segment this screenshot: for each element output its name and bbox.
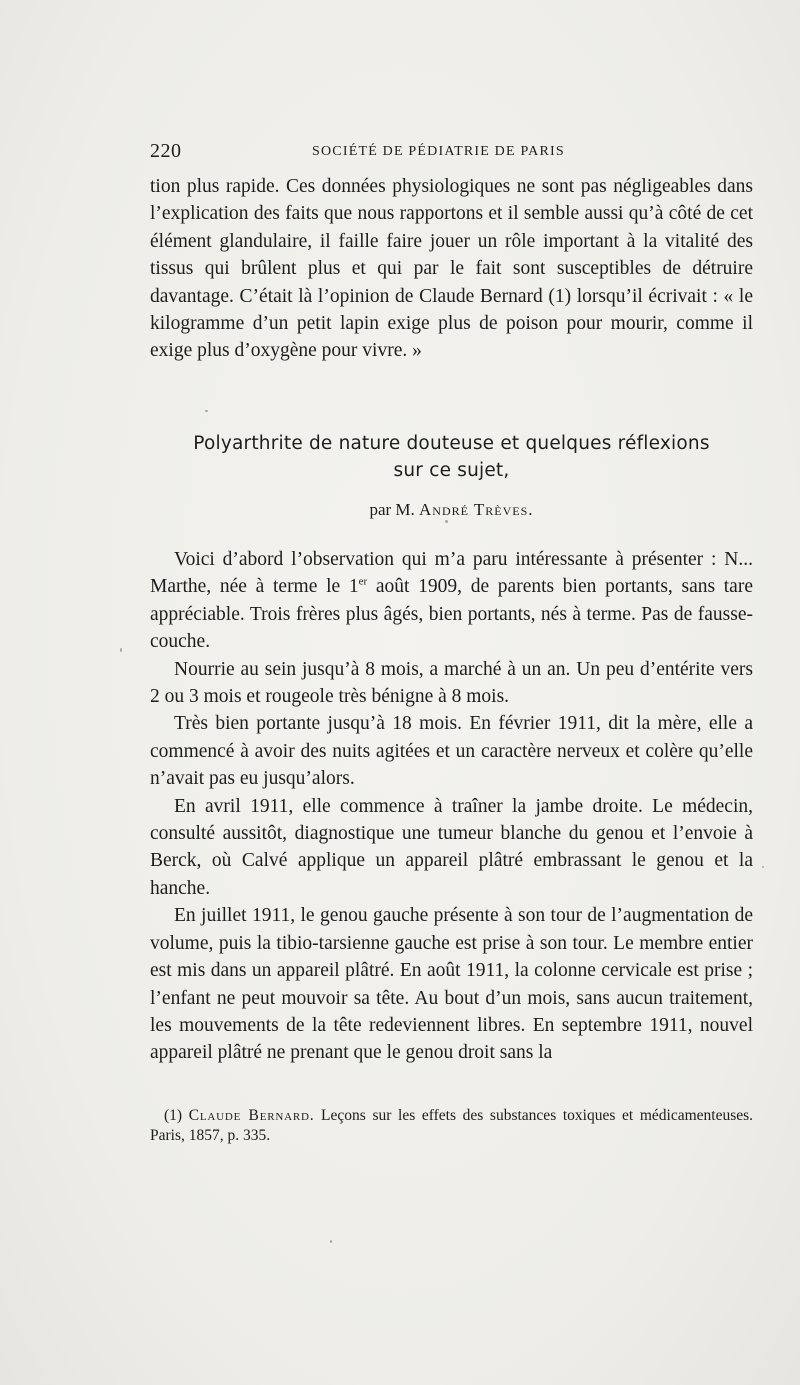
paper-speck [445, 520, 448, 523]
byline-prefix: par M. [369, 500, 415, 519]
running-head: SOCIÉTÉ DE PÉDIATRIE DE PARIS [312, 144, 565, 159]
page-number: 220 [150, 140, 182, 162]
byline-author: André Trèves. [419, 500, 534, 519]
footnote-author: Claude Bernard. [188, 1107, 315, 1124]
paper-speck [205, 410, 208, 412]
article-title-line-2: sur ce sujet, [393, 460, 510, 481]
paper-speck [120, 648, 122, 652]
observation-paragraph-3: Très bien portante jusqu’à 18 mois. En février 1911, dit la mère, elle a commencé à avoir des nuits agitées et un caractère nerveux et colère qu’elle n’avait pas eu jusqu’alors. [150, 713, 753, 790]
paragraph-1-text-b: août 1909, de parents bien portants, sans tare appréciable. Trois frères plus âgés, bien portants, nés à terme. Pas de fausse-couche. [150, 576, 753, 653]
ordinal-superscript: er [358, 575, 368, 588]
footnote-marker: (1) [164, 1107, 183, 1124]
page-header [150, 140, 750, 164]
article-title [150, 430, 753, 484]
article-title-line-1: Polyarthrite de nature douteuse et quelques réflexions [193, 433, 710, 454]
observation-paragraph-5: En juillet 1911, le genou gauche présente à son tour de l’augmentation de volume, puis la tibio-tarsienne gauche est prise à son tour. Le membre entier est mis dans un appareil plâtré. En août 1911, la colonne cervicale est prise ; l’enfant ne peut mouvoir sa tête. Au bout d’un mois, sans aucun traitement, les mouvements de la tête redeviennent libres. En septembre 1911, nouvel appareil plâtré ne prenant que le genou droit sans la [150, 905, 753, 1064]
footnote [150, 1106, 753, 1146]
paper-speck [330, 1240, 332, 1243]
observation-paragraph-4: En avril 1911, elle commence à traîner la jambe droite. Le médecin, consulté aussitôt, diagnostique une tumeur blanche du genou et l’envoie à Berck, où Calvé applique un appareil plâtré embrassant le genou et la hanche. [150, 795, 753, 899]
footnote-text [150, 1106, 753, 1146]
intro-paragraph [150, 173, 753, 365]
observation-body [150, 546, 753, 1067]
footnote-body: Leçons sur les effets des substances toxiques et médicamenteuses. Paris, 1857, p. 335. [150, 1107, 754, 1144]
observation-paragraph-2: Nourrie au sein jusqu’à 8 mois, a marché à un an. Un peu d’entérite vers 2 ou 3 mois et rougeole très bénigne à 8 mois. [150, 658, 753, 708]
intro-paragraph-text: tion plus rapide. Ces données physiologiques ne sont pas négligeables dans l’explication des faits que nous rapportons et il semble aussi qu’à côté de cet élément glandulaire, il faille faire jouer un rôle important à la vitalité des tissus qui brûlent plus et qui par le fait sont susceptibles de détruire davantage. C’était là l’opinion de Claude Bernard (1) lorsqu’il écrivait : « le kilogramme d’un petit lapin exige plus de poison pour mourir, comme il exige plus d’oxygène pour vivre. » [150, 176, 753, 362]
article-byline [150, 500, 753, 520]
paper-speck [762, 866, 764, 868]
paragraph-1-text-a: Voici d’abord l’observation qui m’a paru intéressante à présenter : N... Marthe, née à terme le 1 [150, 549, 753, 598]
observation-paragraph-1 [150, 546, 753, 656]
